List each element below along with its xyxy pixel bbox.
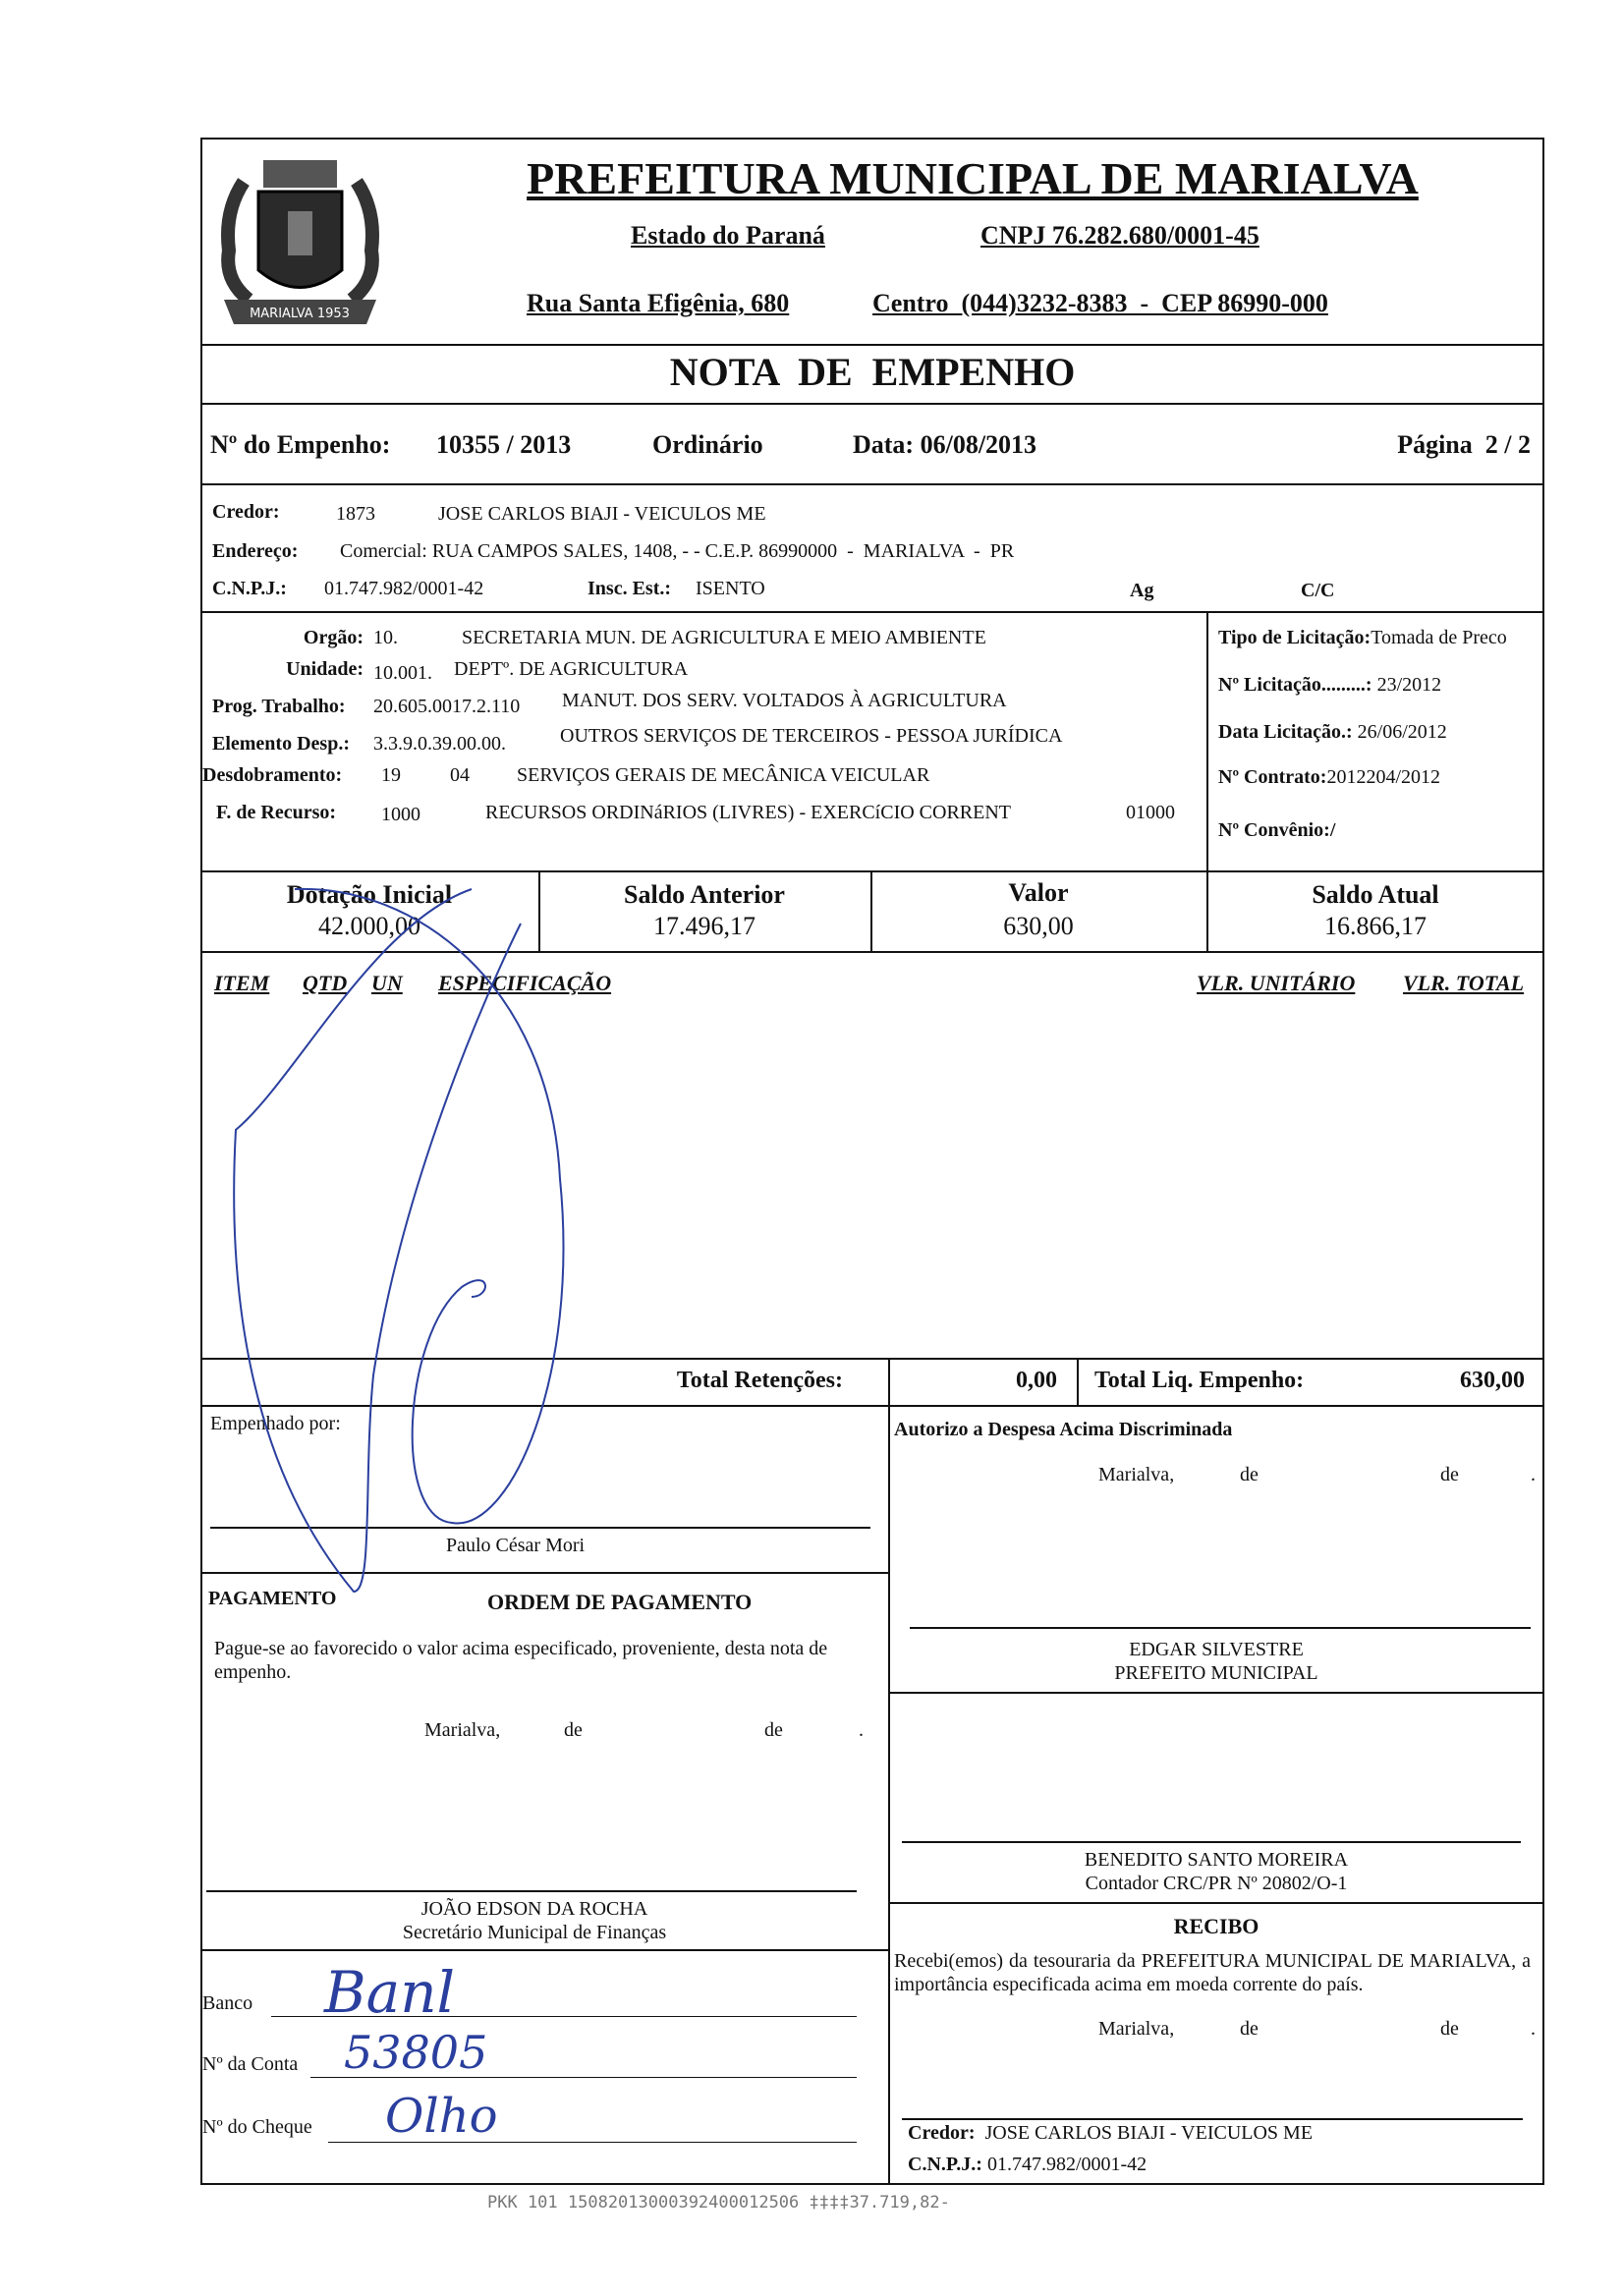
credor-name: JOSE CARLOS BIAJI - VEICULOS ME [438, 503, 766, 525]
convenio: Nº Convênio:/ [1218, 819, 1336, 841]
header-state: Estado do Paraná [631, 221, 825, 250]
total-retencoes-label: Total Retenções: [676, 1368, 843, 1393]
autorizo-text: Autorizo a Despesa Acima Discriminada [894, 1419, 1233, 1440]
dotacao-value: 42.000,00 [318, 912, 420, 940]
right-marialva-1: Marialva, [1098, 1464, 1175, 1485]
insc-label: Insc. Est.: [588, 578, 672, 599]
endereco-label: Endereço: [212, 540, 299, 562]
elem-label: Elemento Desp.: [212, 733, 350, 755]
tipo-licitacao-value: Tomada de Preco [1371, 627, 1507, 648]
col-qtd: QTD [303, 971, 348, 995]
col-un: UN [371, 971, 403, 995]
cheque-handwriting[interactable]: Olho [385, 2089, 498, 2144]
saldo-atual-value: 16.866,17 [1324, 912, 1427, 940]
empenho-num-label: Nº do Empenho: [210, 430, 391, 459]
empenho-type: Ordinário [652, 430, 763, 459]
contrato-value: 2012204/2012 [1326, 766, 1441, 788]
doc-title: NOTA DE EMPENHO [669, 350, 1076, 394]
data-licitacao-label: Data Licitação.: [1218, 721, 1353, 743]
cheque-label: Nº do Cheque [202, 2116, 312, 2138]
unidade-code: 10.001. [373, 662, 432, 684]
footer-code: PKK 101 15082013000392400012506 ‡‡‡‡37.719,82- [487, 2193, 950, 2212]
prefeito-name: EDGAR SILVESTRE [1129, 1639, 1304, 1660]
dotacao-label: Dotação Inicial [286, 880, 453, 909]
credor-label: Credor: [212, 501, 280, 523]
saldo-atual-label: Saldo Atual [1312, 880, 1439, 909]
orgao-label: Orgão: [303, 627, 364, 648]
right-marialva-2: Marialva, [1098, 2018, 1175, 2040]
tipo-licitacao-label: Tipo de Licitação: [1218, 627, 1371, 648]
orgao-code: 10. [373, 627, 398, 648]
left-de1: de [564, 1719, 583, 1741]
right-dot-2: . [1531, 2018, 1536, 2040]
header-cnpj: CNPJ 76.282.680/0001-45 [980, 221, 1259, 250]
col-espec: ESPECIFICAÇÃO [438, 971, 612, 995]
header-title: PREFEITURA MUNICIPAL DE MARIALVA [527, 153, 1419, 203]
left-de2: de [764, 1719, 783, 1741]
num-licitacao-value: 23/2012 [1376, 674, 1442, 696]
contador-name: BENEDITO SANTO MOREIRA [1084, 1849, 1349, 1871]
secretario-role: Secretário Municipal de Finanças [402, 1922, 667, 1943]
rec-name: RECURSOS ORDINáRIOS (LIVRES) - EXERCíCIO CORRENT [485, 802, 1012, 823]
pagamento-label: PAGAMENTO [208, 1588, 337, 1609]
secretario-name: JOÃO EDSON DA ROCHA [420, 1898, 648, 1920]
orgao-name: SECRETARIA MUN. DE AGRICULTURA E MEIO AMBIENTE [462, 627, 986, 648]
rec-code2: 01000 [1126, 802, 1175, 823]
elem-name: OUTROS SERVIÇOS DE TERCEIROS - PESSOA JURÍDICA [560, 725, 1063, 747]
banco-label: Banco [202, 1992, 253, 2014]
recibo-credor-value: JOSE CARLOS BIAJI - VEICULOS ME [984, 2122, 1314, 2144]
saldo-anterior-value: 17.496,17 [653, 912, 756, 940]
rec-code: 1000 [381, 804, 420, 825]
left-dot: . [859, 1719, 864, 1741]
endereco-value: Comercial: RUA CAMPOS SALES, 1408, - - C.E.P. 86990000 - MARIALVA - PR [340, 540, 1015, 562]
total-liq-label: Total Liq. Empenho: [1094, 1368, 1305, 1393]
recibo-cnpj-label: C.N.P.J.: [908, 2154, 982, 2175]
recibo-cnpj-value: 01.747.982/0001-42 [986, 2154, 1147, 2175]
credor-code: 1873 [336, 503, 375, 525]
conta-label: Nº da Conta [202, 2053, 299, 2075]
header-street: Rua Santa Efigênia, 680 [527, 289, 790, 317]
total-retencoes-value: 0,00 [1016, 1368, 1057, 1393]
num-licitacao-label: Nº Licitação.........: [1218, 674, 1372, 696]
right-de2-1: de [1440, 1464, 1459, 1485]
col-item: ITEM [214, 971, 270, 995]
contador-role: Contador CRC/PR Nº 20802/O-1 [1085, 1873, 1348, 1894]
rec-label: F. de Recurso: [216, 802, 337, 823]
contrato-label: Nº Contrato: [1218, 766, 1327, 788]
cc-label: C/C [1301, 580, 1335, 601]
valor-label: Valor [1008, 878, 1069, 907]
right-dot-1: . [1531, 1464, 1536, 1485]
cnpj-value: 01.747.982/0001-42 [324, 578, 484, 599]
col-total: VLR. TOTAL [1403, 971, 1525, 995]
recibo-title: RECIBO [1173, 1914, 1259, 1938]
total-liq-value: 630,00 [1460, 1368, 1525, 1393]
ordem-pagamento-label: ORDEM DE PAGAMENTO [487, 1590, 753, 1614]
empenho-date: Data: 06/08/2013 [853, 430, 1037, 459]
cnpj-label: C.N.P.J.: [212, 578, 287, 599]
empenhado-label: Empenhado por: [210, 1413, 341, 1434]
insc-value: ISENTO [696, 578, 765, 599]
desd-code2: 04 [450, 764, 470, 786]
desd-label: Desdobramento: [202, 764, 343, 786]
right-de1-2: de [1240, 2018, 1259, 2040]
col-unit: VLR. UNITÁRIO [1197, 971, 1356, 995]
empenhado-name: Paulo César Mori [446, 1535, 586, 1556]
recibo-text: Recebi(emos) da tesouraria da PREFEITURA MUNICIPAL DE MARIALVA, a importância especificada acima em moeda corrente do país. [894, 1950, 1531, 1995]
conta-handwriting[interactable]: 53805 [344, 2026, 488, 2079]
banco-handwriting[interactable]: Banl [324, 1959, 456, 2026]
prog-code: 20.605.0017.2.110 [373, 696, 521, 717]
right-de1-1: de [1240, 1464, 1259, 1485]
recibo-credor-label: Credor: [908, 2122, 976, 2144]
empenho-page: Página 2 / 2 [1397, 430, 1531, 459]
prefeito-role: PREFEITO MUNICIPAL [1114, 1662, 1318, 1684]
header-district-phone: Centro (044)3232-8383 - CEP 86990-000 [872, 289, 1328, 317]
elem-code: 3.3.9.0.39.00.00. [373, 733, 506, 755]
coat-of-arms-text: MARIALVA 1953 [250, 307, 350, 321]
prog-label: Prog. Trabalho: [212, 696, 346, 717]
pague-text: Pague-se ao favorecido o valor acima especificado, proveniente, desta nota de empenho. [214, 1638, 828, 1683]
right-de2-2: de [1440, 2018, 1459, 2040]
desd-name: SERVIÇOS GERAIS DE MECÂNICA VEICULAR [517, 764, 930, 786]
empenho-num-value: 10355 / 2013 [436, 430, 572, 459]
valor-value: 630,00 [1003, 912, 1074, 940]
saldo-anterior-label: Saldo Anterior [624, 880, 785, 909]
left-marialva: Marialva, [424, 1719, 501, 1741]
ag-label: Ag [1130, 580, 1154, 601]
data-licitacao-value: 26/06/2012 [1357, 721, 1447, 743]
prog-name: MANUT. DOS SERV. VOLTADOS À AGRICULTURA [562, 690, 1007, 711]
desd-code1: 19 [381, 764, 401, 786]
unidade-name: DEPTº. DE AGRICULTURA [454, 658, 689, 680]
unidade-label: Unidade: [286, 658, 364, 680]
